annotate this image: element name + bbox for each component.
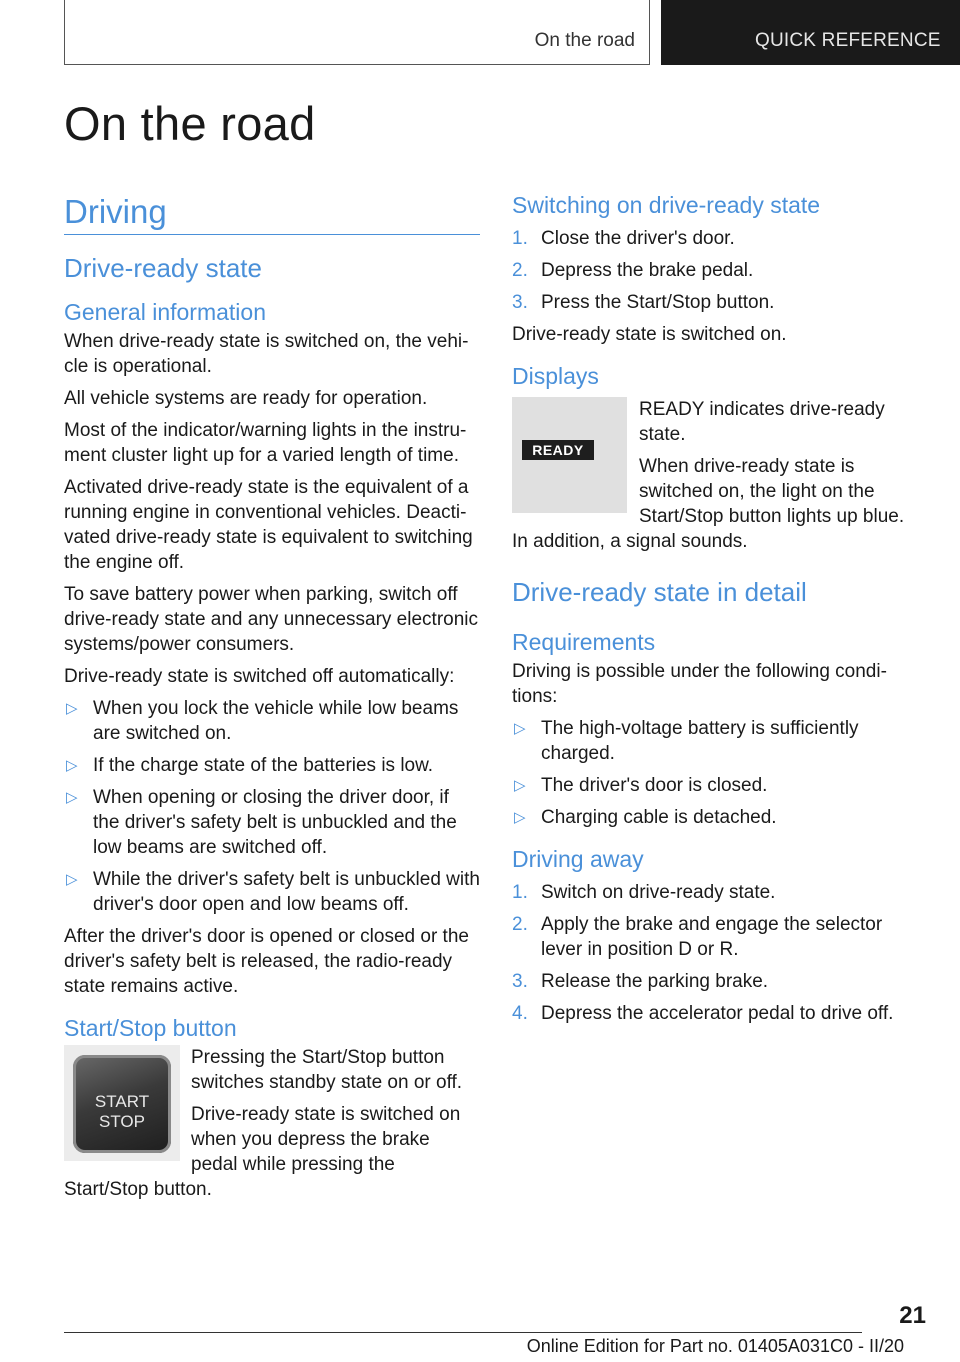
header-frame — [64, 0, 650, 65]
triangle-bullet-icon: ▷ — [514, 777, 526, 794]
switching-steps — [512, 226, 912, 315]
paragraph: READY indicates drive-ready state. — [639, 399, 885, 445]
heading-general-information: General information — [64, 299, 266, 325]
paragraph: When drive-ready state is switched on, the vehi-cle is operational. — [64, 331, 469, 377]
list-item: ▷ The high-voltage battery is sufficiently charged. — [514, 718, 859, 764]
quick-reference-label: QUICK REFERENCE — [755, 30, 941, 51]
driving-away-steps — [512, 880, 912, 1026]
list-item: ▷ While the driver's safety belt is unbuckled with driver's door open and low beams off. — [66, 869, 480, 915]
triangle-bullet-icon: ▷ — [66, 789, 78, 806]
start-stop-button-icon: START STOP — [73, 1055, 171, 1153]
ready-indicator-icon: READY — [522, 440, 594, 460]
heading-displays: Displays — [512, 363, 599, 389]
auto-off-list — [64, 696, 480, 917]
triangle-bullet-icon: ▷ — [514, 720, 526, 737]
list-item: 3. Release the parking brake. — [512, 971, 769, 992]
left-column — [64, 190, 480, 1209]
start-stop-figure — [64, 1045, 480, 1209]
heading-drive-ready-detail: Drive-ready state in detail — [512, 577, 807, 607]
list-item: ▷ When opening or closing the driver door, if the driver's safety belt is unbuckled and the low beams are switched off. — [66, 787, 457, 858]
list-item: 4. Depress the accelerator pedal to drive off. — [512, 1003, 894, 1024]
list-item: ▷ If the charge state of the batteries is low. — [66, 755, 434, 776]
list-item: 1. Close the driver's door. — [512, 228, 735, 249]
heading-requirements: Requirements — [512, 629, 656, 655]
list-item: ▷ When you lock the vehicle while low beams are switched on. — [66, 698, 459, 744]
list-item: ▷ The driver's door is closed. — [514, 775, 768, 796]
paragraph: Activated drive-ready state is the equivalent of a running engine in conventional vehicles. Deacti-vated drive-ready state is equivalent to switching the engine off. — [64, 477, 473, 573]
ready-figure — [512, 397, 912, 561]
list-item: 2. Depress the brake pedal. — [512, 260, 754, 281]
paragraph: To save battery power when parking, switch off drive-ready state and any unnecessary electronic systems/power consumers. — [64, 584, 479, 655]
paragraph: When drive-ready state is switched on, the light on the Start/Stop button lights up blue. In addition, a signal sounds. — [512, 456, 905, 552]
triangle-bullet-icon: ▷ — [514, 809, 526, 826]
page-title: On the road — [64, 97, 316, 150]
list-item: 3. Press the Start/Stop button. — [512, 292, 775, 313]
right-column — [512, 190, 912, 1033]
heading-switching-on: Switching on drive-ready state — [512, 192, 821, 218]
list-item: ▷ Charging cable is detached. — [514, 807, 777, 828]
section-divider — [64, 234, 480, 235]
heading-driving-away: Driving away — [512, 846, 644, 872]
paragraph: After the driver's door is opened or closed or the driver's safety belt is released, the radio-ready state remains active. — [64, 926, 469, 997]
triangle-bullet-icon: ▷ — [66, 757, 78, 774]
triangle-bullet-icon: ▷ — [66, 700, 78, 717]
header-section-title: On the road — [534, 30, 635, 51]
paragraph: Most of the indicator/warning lights in the instru-ment cluster light up for a varied length of time. — [64, 420, 467, 466]
footer-edition: Online Edition for Part no. 01405A031C0 - II/20 — [526, 1336, 904, 1356]
paragraph: Pressing the Start/Stop button switches standby state on or off. — [191, 1047, 463, 1093]
list-item: 1. Switch on drive-ready state. — [512, 882, 776, 903]
paragraph: Drive-ready state is switched on when you depress the brake pedal while pressing the Start/Stop button. — [64, 1104, 461, 1200]
paragraph: Driving is possible under the following condi-tions: — [512, 661, 887, 707]
list-item: 2. Apply the brake and engage the selector lever in position D or R. — [512, 914, 883, 960]
paragraph: Drive-ready state is switched on. — [512, 324, 787, 345]
heading-start-stop-button: Start/Stop button — [64, 1015, 237, 1041]
paragraph: All vehicle systems are ready for operation. — [64, 388, 428, 409]
start-stop-button-image — [64, 1045, 180, 1161]
page-number: 21 — [899, 1302, 926, 1329]
triangle-bullet-icon: ▷ — [66, 871, 78, 888]
paragraph: Drive-ready state is switched off automatically: — [64, 666, 455, 687]
quick-reference-tab[interactable] — [661, 0, 960, 65]
ready-indicator-image — [512, 397, 627, 513]
heading-drive-ready-state: Drive-ready state — [64, 253, 262, 283]
heading-driving: Driving — [64, 193, 167, 230]
footer-divider — [64, 1332, 862, 1333]
requirements-list — [512, 716, 912, 830]
